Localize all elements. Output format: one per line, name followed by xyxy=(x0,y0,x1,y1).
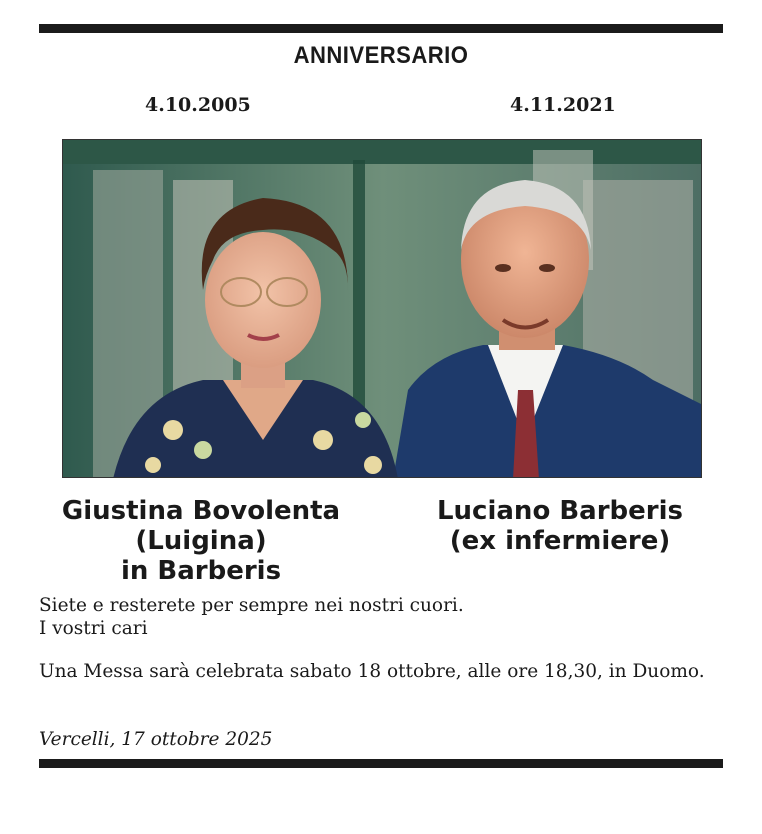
place-date: Vercelli, 17 ottobre 2025 xyxy=(39,729,273,750)
announcement-heading: ANNIVERSARIO xyxy=(293,42,469,69)
bottom-rule xyxy=(39,759,723,768)
name-right xyxy=(414,496,706,556)
name-left-line3: in Barberis xyxy=(120,556,282,586)
memorial-message: Siete e resterete per sempre nei nostri cuori. xyxy=(39,595,464,616)
family-signature: I vostri cari xyxy=(39,618,148,639)
name-right-line1: Luciano Barberis xyxy=(436,496,683,526)
date-left: 4.10.2005 xyxy=(145,94,251,116)
name-left xyxy=(40,496,362,586)
name-left-line2: (Luigina) xyxy=(135,526,267,556)
couple-photo xyxy=(62,139,702,478)
name-left-line1: Giustina Bovolenta xyxy=(61,496,341,526)
top-rule xyxy=(39,24,723,33)
date-right: 4.11.2021 xyxy=(510,94,616,116)
name-right-line2: (ex infermiere) xyxy=(449,526,671,556)
mass-notice: Una Messa sarà celebrata sabato 18 ottobre, alle ore 18,30, in Duomo. xyxy=(39,661,705,682)
